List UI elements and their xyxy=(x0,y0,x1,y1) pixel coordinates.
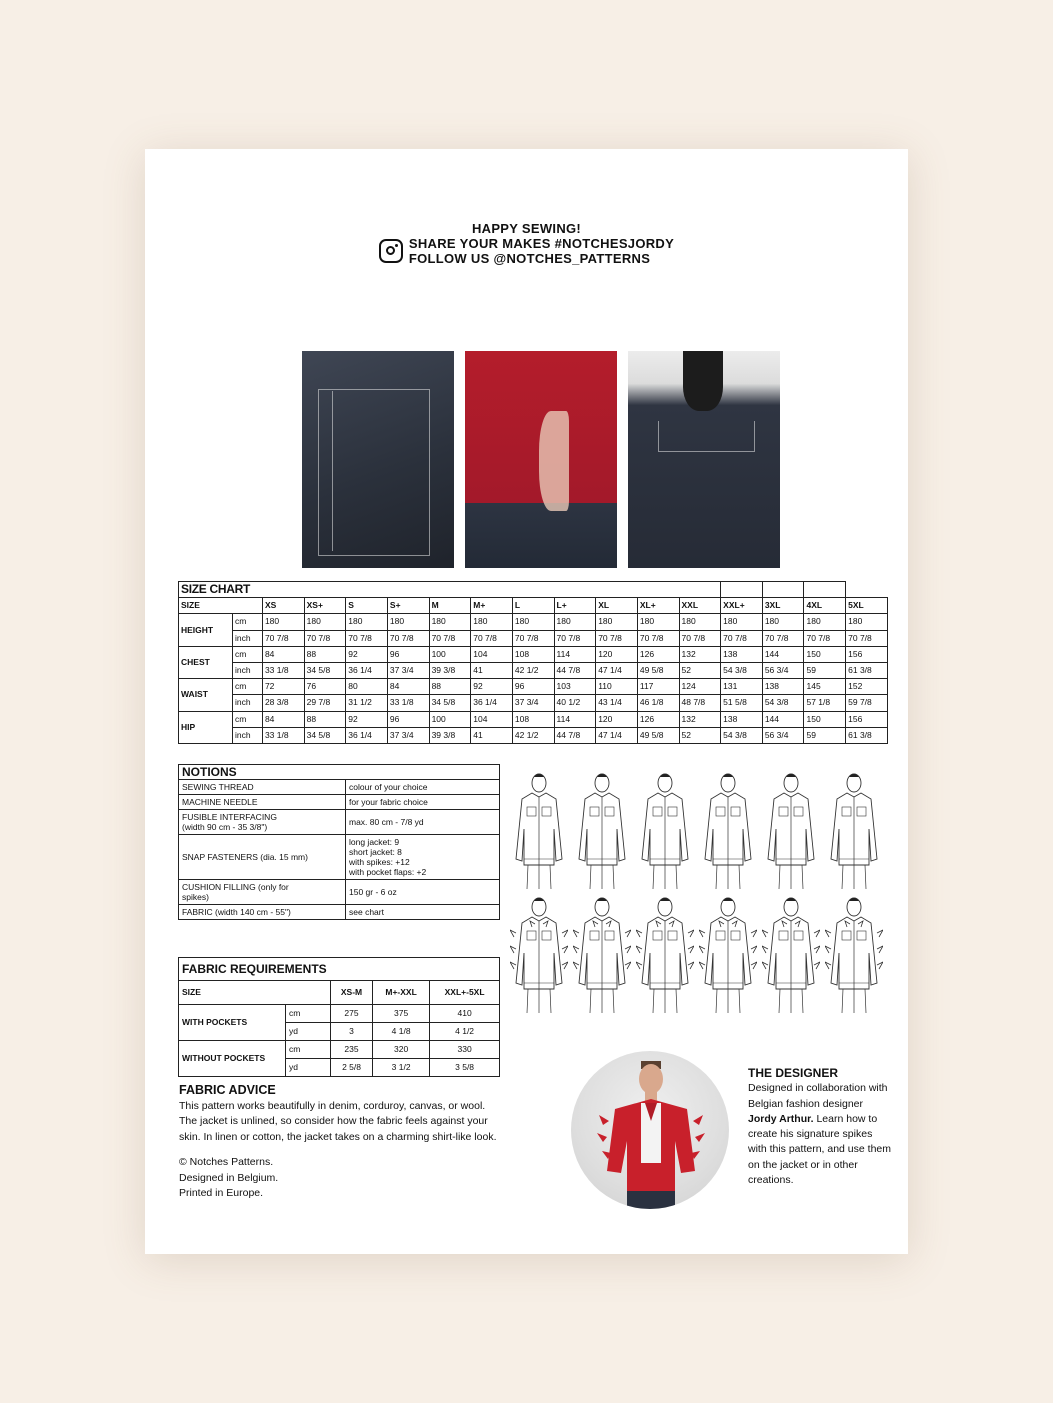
header xyxy=(145,221,908,266)
size-chart-cell: 47 1/4 xyxy=(596,727,638,743)
size-chart-cell: 92 xyxy=(346,711,388,727)
size-chart-cell: 180 xyxy=(596,614,638,630)
notion-row xyxy=(179,835,500,880)
notion-value: colour of your choice xyxy=(346,780,500,795)
jacket-drawing-spikes xyxy=(762,893,820,1013)
fabric-cell: 4 1/2 xyxy=(430,1023,500,1041)
jacket-back-photo xyxy=(628,351,780,568)
copyright: © Notches Patterns. xyxy=(179,1156,274,1168)
size-chart-cell: 70 7/8 xyxy=(596,630,638,646)
fabric-unit: yd xyxy=(286,1059,331,1077)
jacket-drawing-spikes xyxy=(573,893,631,1013)
size-chart-cell: 56 3/4 xyxy=(762,662,804,678)
size-chart-cell: 49 5/8 xyxy=(637,662,679,678)
fabric-col: XS-M xyxy=(331,981,373,1005)
size-chart-cell: 100 xyxy=(429,646,471,662)
notion-name: CUSHION FILLING (only for spikes) xyxy=(179,880,346,905)
size-column-header: L+ xyxy=(554,598,596,614)
size-chart-cell: 180 xyxy=(721,614,763,630)
size-chart-cell: 96 xyxy=(387,646,429,662)
jacket-red-detail-photo xyxy=(465,351,617,568)
technical-drawings xyxy=(510,769,890,1019)
size-chart-cell: 36 1/4 xyxy=(471,695,513,711)
size-chart-cell: 138 xyxy=(721,711,763,727)
notion-row xyxy=(179,810,500,835)
size-chart-cell: 156 xyxy=(846,646,888,662)
follow-prefix: FOLLOW US xyxy=(408,251,494,266)
size-chart-cell: 70 7/8 xyxy=(804,630,846,646)
size-chart-cell: 36 1/4 xyxy=(346,662,388,678)
size-chart-cell: 131 xyxy=(721,679,763,695)
advice-title: FABRIC ADVICE xyxy=(179,1083,276,1097)
size-chart-cell: 180 xyxy=(554,614,596,630)
size-chart-cell: 88 xyxy=(429,679,471,695)
designer-text-2: Learn how to create his signature spikes with this pattern, and use them on the jacket or in other creations. xyxy=(748,1112,891,1187)
size-chart-row xyxy=(179,727,888,743)
size-column-header: XS xyxy=(262,598,304,614)
jacket-drawing xyxy=(699,769,757,889)
notions-title: NOTIONS xyxy=(179,765,500,780)
fabric-unit: cm xyxy=(286,1041,331,1059)
fabric-unit: cm xyxy=(286,1005,331,1023)
size-chart-cell: 180 xyxy=(679,614,721,630)
happy-sewing-text: HAPPY SEWING! xyxy=(471,221,582,236)
share-prefix: SHARE YOUR MAKES xyxy=(408,236,555,251)
size-column-header: XXL xyxy=(679,598,721,614)
size-chart-cell: 180 xyxy=(804,614,846,630)
size-chart-cell: 70 7/8 xyxy=(387,630,429,646)
size-chart-cell: 180 xyxy=(471,614,513,630)
size-chart-cell: 120 xyxy=(596,711,638,727)
size-chart-cell: 180 xyxy=(846,614,888,630)
fabric-row-label: WITH POCKETS xyxy=(179,1005,286,1041)
size-column-header: XXL+ xyxy=(721,598,763,614)
size-chart-cell: 84 xyxy=(387,679,429,695)
size-chart-cell: 52 xyxy=(679,727,721,743)
fabric-requirements-table xyxy=(178,957,500,1077)
size-chart-cell: 34 5/8 xyxy=(304,662,346,678)
size-chart-cell: 117 xyxy=(637,679,679,695)
pattern-back-page xyxy=(145,149,908,1254)
measurement-label: HEIGHT xyxy=(179,614,233,646)
fabric-cell: 2 5/8 xyxy=(331,1059,373,1077)
size-chart-cell: 180 xyxy=(762,614,804,630)
notion-value: for your fabric choice xyxy=(346,795,500,810)
size-chart-cell: 180 xyxy=(387,614,429,630)
size-chart-cell: 70 7/8 xyxy=(346,630,388,646)
size-chart-cell: 180 xyxy=(637,614,679,630)
size-chart-cell: 92 xyxy=(346,646,388,662)
fabric-cell: 375 xyxy=(373,1005,430,1023)
size-chart-cell: 57 1/8 xyxy=(804,695,846,711)
size-chart-cell: 180 xyxy=(512,614,554,630)
size-chart-cell: 180 xyxy=(304,614,346,630)
instagram-icon xyxy=(379,239,403,263)
measurement-label: HIP xyxy=(179,711,233,743)
size-chart-cell: 37 3/4 xyxy=(387,727,429,743)
size-chart-cell: 150 xyxy=(804,646,846,662)
notion-name: FABRIC (width 140 cm - 55") xyxy=(179,905,346,920)
designer-photo xyxy=(571,1051,729,1209)
size-chart-cell: 138 xyxy=(721,646,763,662)
jacket-drawing xyxy=(636,769,694,889)
size-chart-cell: 41 xyxy=(471,727,513,743)
size-chart-cell: 70 7/8 xyxy=(721,630,763,646)
size-chart-cell: 152 xyxy=(846,679,888,695)
hashtag[interactable]: #NOTCHESJORDY xyxy=(554,236,675,251)
size-chart-cell: 49 5/8 xyxy=(637,727,679,743)
fabric-cell: 320 xyxy=(373,1041,430,1059)
size-chart-cell: 44 7/8 xyxy=(554,727,596,743)
fabric-row xyxy=(179,1005,500,1023)
size-label: SIZE xyxy=(179,598,263,614)
designer-text-1: Designed in collaboration with Belgian fashion designer xyxy=(748,1082,888,1110)
size-chart-cell: 31 1/2 xyxy=(346,695,388,711)
size-chart-cell: 114 xyxy=(554,711,596,727)
size-chart-cell: 126 xyxy=(637,646,679,662)
size-chart-cell: 70 7/8 xyxy=(429,630,471,646)
size-chart-cell: 47 1/4 xyxy=(596,662,638,678)
size-chart-cell: 103 xyxy=(554,679,596,695)
size-chart-cell: 48 7/8 xyxy=(679,695,721,711)
size-chart-cell: 180 xyxy=(429,614,471,630)
size-chart-cell: 70 7/8 xyxy=(471,630,513,646)
jacket-drawing xyxy=(762,769,820,889)
unit-label: inch xyxy=(233,662,263,678)
size-chart-cell: 61 3/8 xyxy=(846,662,888,678)
size-chart-cell: 72 xyxy=(262,679,304,695)
fabric-cell: 3 xyxy=(331,1023,373,1041)
size-chart-cell: 39 3/8 xyxy=(429,662,471,678)
notion-name: FUSIBLE INTERFACING (width 90 cm - 35 3/8") xyxy=(179,810,346,835)
notion-row xyxy=(179,880,500,905)
fabric-cell: 330 xyxy=(430,1041,500,1059)
notion-name: MACHINE NEEDLE xyxy=(179,795,346,810)
size-chart-cell: 70 7/8 xyxy=(679,630,721,646)
size-chart-cell: 61 3/8 xyxy=(846,727,888,743)
size-chart-cell: 46 1/8 xyxy=(637,695,679,711)
size-chart-cell: 70 7/8 xyxy=(846,630,888,646)
notion-row xyxy=(179,905,500,920)
size-chart-cell: 150 xyxy=(804,711,846,727)
size-chart-cell: 29 7/8 xyxy=(304,695,346,711)
size-chart-cell: 40 1/2 xyxy=(554,695,596,711)
size-chart-cell: 156 xyxy=(846,711,888,727)
designer-name: Jordy Arthur. xyxy=(748,1112,814,1125)
jacket-front-photo xyxy=(302,351,454,568)
size-column-header: 4XL xyxy=(804,598,846,614)
size-chart-cell: 54 3/8 xyxy=(762,695,804,711)
jacket-drawing-spikes xyxy=(699,893,757,1013)
size-chart-cell: 126 xyxy=(637,711,679,727)
size-chart-cell: 100 xyxy=(429,711,471,727)
fabric-col: XXL+-5XL xyxy=(430,981,500,1005)
size-chart-cell: 34 5/8 xyxy=(304,727,346,743)
size-chart-cell: 42 1/2 xyxy=(512,662,554,678)
size-chart-cell: 33 1/8 xyxy=(387,695,429,711)
size-chart-cell: 80 xyxy=(346,679,388,695)
jacket-drawing xyxy=(510,769,568,889)
size-column-header: S+ xyxy=(387,598,429,614)
notion-name: SEWING THREAD xyxy=(179,780,346,795)
unit-label: inch xyxy=(233,695,263,711)
size-chart-cell: 84 xyxy=(262,646,304,662)
size-chart-cell: 114 xyxy=(554,646,596,662)
instagram-handle[interactable]: @NOTCHES_PATTERNS xyxy=(493,251,651,266)
notion-row xyxy=(179,795,500,810)
size-chart-cell: 108 xyxy=(512,711,554,727)
size-chart-cell: 132 xyxy=(679,711,721,727)
size-chart-row xyxy=(179,711,888,727)
notion-value: long jacket: 9 short jacket: 8 with spikes: +12 with pocket flaps: +2 xyxy=(346,835,500,880)
size-chart-row xyxy=(179,695,888,711)
size-chart-cell: 54 3/8 xyxy=(721,662,763,678)
size-chart-row xyxy=(179,646,888,662)
fabric-row-label: WITHOUT POCKETS xyxy=(179,1041,286,1077)
size-column-header: XL xyxy=(596,598,638,614)
size-chart-cell: 104 xyxy=(471,646,513,662)
size-chart-cell: 96 xyxy=(387,711,429,727)
size-chart-cell: 59 xyxy=(804,727,846,743)
follow-line xyxy=(409,251,650,266)
size-chart-row xyxy=(179,662,888,678)
fabric-cell: 235 xyxy=(331,1041,373,1059)
notions-table xyxy=(178,764,500,920)
size-chart-cell: 70 7/8 xyxy=(637,630,679,646)
size-column-header: XS+ xyxy=(304,598,346,614)
size-chart-cell: 37 3/4 xyxy=(512,695,554,711)
jacket-drawing xyxy=(825,769,883,889)
fabric-cell: 410 xyxy=(430,1005,500,1023)
unit-label: inch xyxy=(233,727,263,743)
size-chart-cell: 144 xyxy=(762,711,804,727)
fabric-cell: 3 5/8 xyxy=(430,1059,500,1077)
jacket-drawing xyxy=(573,769,631,889)
designer-info xyxy=(748,1066,893,1188)
size-chart-cell: 180 xyxy=(346,614,388,630)
size-chart-cell: 88 xyxy=(304,646,346,662)
size-chart-cell: 36 1/4 xyxy=(346,727,388,743)
jacket-drawing-spikes xyxy=(825,893,883,1013)
size-chart-cell: 104 xyxy=(471,711,513,727)
size-chart-cell: 138 xyxy=(762,679,804,695)
size-chart-cell: 39 3/8 xyxy=(429,727,471,743)
size-chart-table xyxy=(178,581,888,744)
unit-label: cm xyxy=(233,614,263,630)
share-line xyxy=(409,236,674,251)
size-chart-cell: 92 xyxy=(471,679,513,695)
measurement-label: WAIST xyxy=(179,679,233,711)
size-chart-cell: 51 5/8 xyxy=(721,695,763,711)
jacket-drawing-spikes xyxy=(510,893,568,1013)
size-chart-row xyxy=(179,630,888,646)
size-chart-row xyxy=(179,614,888,630)
size-chart-cell: 145 xyxy=(804,679,846,695)
fabric-size-label: SIZE xyxy=(179,981,331,1005)
size-chart-cell: 37 3/4 xyxy=(387,662,429,678)
size-chart-cell: 132 xyxy=(679,646,721,662)
size-chart-cell: 180 xyxy=(262,614,304,630)
size-chart-cell: 70 7/8 xyxy=(262,630,304,646)
fabric-cell: 3 1/2 xyxy=(373,1059,430,1077)
size-chart-title: SIZE CHART xyxy=(179,582,721,598)
size-chart-cell: 96 xyxy=(512,679,554,695)
size-chart-cell: 34 5/8 xyxy=(429,695,471,711)
fabric-row xyxy=(179,1041,500,1059)
size-chart-cell: 144 xyxy=(762,646,804,662)
unit-label: inch xyxy=(233,630,263,646)
size-column-header: XL+ xyxy=(637,598,679,614)
printed-in: Printed in Europe. xyxy=(179,1187,264,1199)
size-column-header: S xyxy=(346,598,388,614)
size-chart-cell: 33 1/8 xyxy=(262,727,304,743)
size-chart-cell: 56 3/4 xyxy=(762,727,804,743)
notion-value: 150 gr - 6 oz xyxy=(346,880,500,905)
size-chart-cell: 44 7/8 xyxy=(554,662,596,678)
size-chart-cell: 76 xyxy=(304,679,346,695)
size-chart-cell: 70 7/8 xyxy=(512,630,554,646)
size-column-header: 5XL xyxy=(846,598,888,614)
size-column-header: 3XL xyxy=(762,598,804,614)
size-chart-cell: 70 7/8 xyxy=(554,630,596,646)
unit-label: cm xyxy=(233,711,263,727)
fabric-advice xyxy=(179,1083,499,1202)
measurement-label: CHEST xyxy=(179,646,233,678)
size-chart-cell: 70 7/8 xyxy=(304,630,346,646)
designed-in: Designed in Belgium. xyxy=(179,1171,279,1184)
size-chart-cell: 59 7/8 xyxy=(846,695,888,711)
fabric-cell: 4 1/8 xyxy=(373,1023,430,1041)
size-chart-cell: 28 3/8 xyxy=(262,695,304,711)
size-chart-cell: 54 3/8 xyxy=(721,727,763,743)
designer-title: THE DESIGNER xyxy=(748,1066,839,1080)
size-column-header: L xyxy=(512,598,554,614)
notion-row xyxy=(179,780,500,795)
size-chart-cell: 33 1/8 xyxy=(262,662,304,678)
size-chart-cell: 42 1/2 xyxy=(512,727,554,743)
size-chart-cell: 88 xyxy=(304,711,346,727)
size-chart-cell: 70 7/8 xyxy=(762,630,804,646)
size-chart-cell: 43 1/4 xyxy=(596,695,638,711)
fabric-unit: yd xyxy=(286,1023,331,1041)
size-chart-row xyxy=(179,679,888,695)
jacket-drawing-spikes xyxy=(636,893,694,1013)
size-chart-cell: 124 xyxy=(679,679,721,695)
fabric-cell: 275 xyxy=(331,1005,373,1023)
size-chart-cell: 84 xyxy=(262,711,304,727)
advice-text: This pattern works beautifully in denim, corduroy, canvas, or wool. The jacket is unlined, so consider how the fabric feels against your skin. In linen or cotton, the jacket takes on a charming shirt-like look. xyxy=(179,1099,497,1143)
size-column-header: M+ xyxy=(471,598,513,614)
size-chart-cell: 108 xyxy=(512,646,554,662)
fabric-col: M+-XXL xyxy=(373,981,430,1005)
size-chart-cell: 120 xyxy=(596,646,638,662)
size-chart-cell: 59 xyxy=(804,662,846,678)
size-chart-cell: 110 xyxy=(596,679,638,695)
size-chart-cell: 41 xyxy=(471,662,513,678)
size-chart-cell: 52 xyxy=(679,662,721,678)
notion-value: max. 80 cm - 7/8 yd xyxy=(346,810,500,835)
size-column-header: M xyxy=(429,598,471,614)
unit-label: cm xyxy=(233,646,263,662)
notion-name: SNAP FASTENERS (dia. 15 mm) xyxy=(179,835,346,880)
unit-label: cm xyxy=(233,679,263,695)
notion-value: see chart xyxy=(346,905,500,920)
fabric-title: FABRIC REQUIREMENTS xyxy=(179,958,500,981)
